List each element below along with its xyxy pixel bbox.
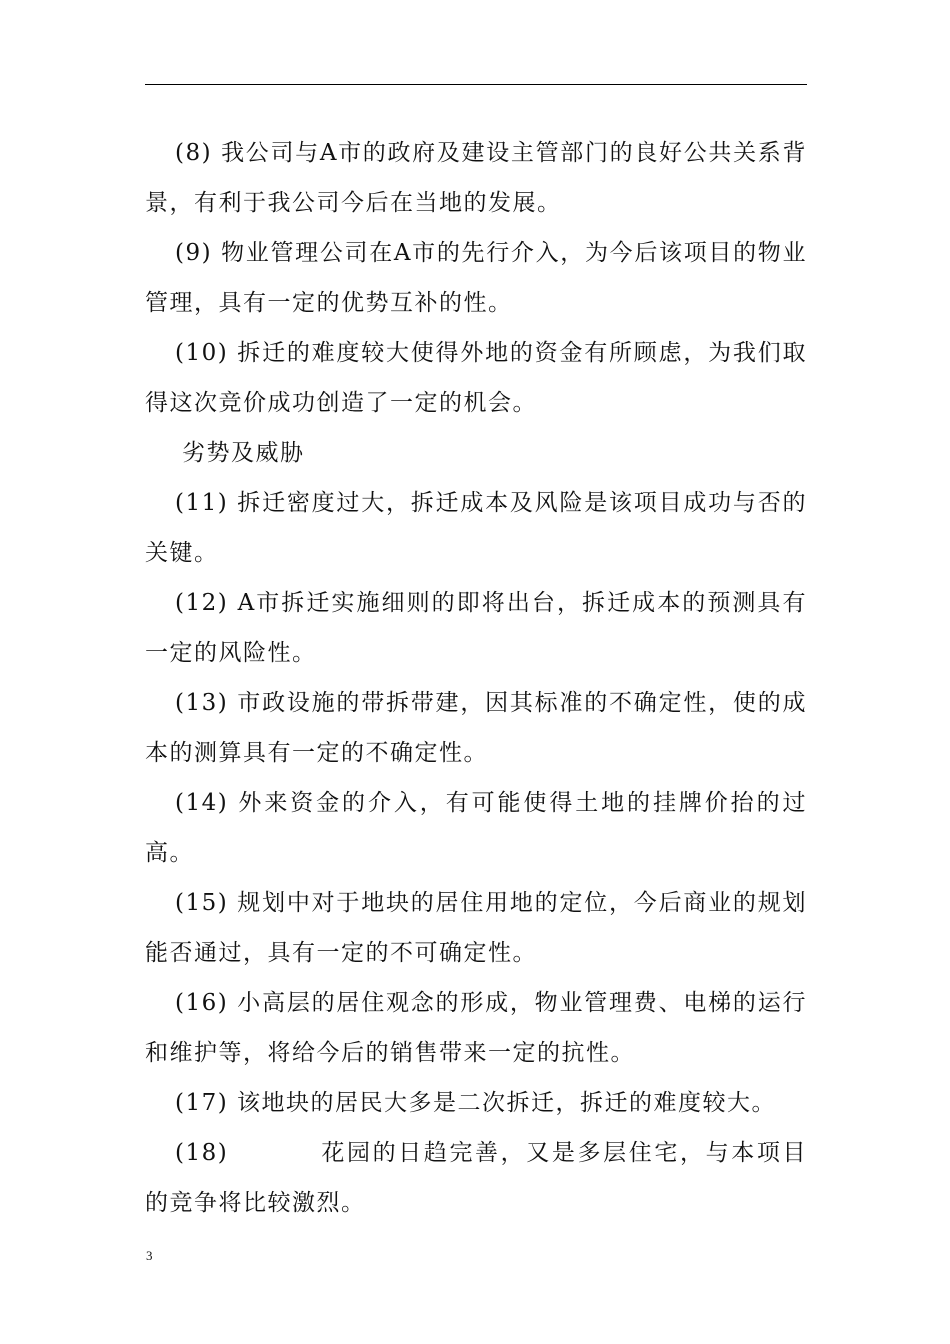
paragraph-17: (17) 该地块的居民大多是二次拆迁，拆迁的难度较大。 <box>175 1090 777 1116</box>
paragraph-12: (12) A市拆迁实施细则的即将出台，拆迁成本的预测具有一定的风险性。 <box>145 590 807 666</box>
paragraph-11: (11) 拆迁密度过大，拆迁成本及风险是该项目成功与否的关键。 <box>145 490 807 566</box>
paragraph-8: (8) 我公司与A市的政府及建设主管部门的良好公共关系背景，有利于我公司今后在当地的发展。 <box>145 140 807 216</box>
paragraph-18-text: 花园的日趋完善，又是多层住宅，与本项目的竞争将比较激烈。 <box>145 1140 807 1216</box>
paragraph-18-number: (18) <box>175 1140 229 1166</box>
paragraph-14: (14) 外来资金的介入，有可能使得土地的挂牌价抬的过高。 <box>145 790 807 866</box>
paragraph-13: (13) 市政设施的带拆带建，因其标准的不确定性，使的成本的测算具有一定的不确定性。 <box>145 690 807 766</box>
paragraph-15: (15) 规划中对于地块的居住用地的定位，今后商业的规划能否通过，具有一定的不可确定性。 <box>145 890 807 966</box>
paragraph-10: (10) 拆迁的难度较大使得外地的资金有所顾虑，为我们取得这次竞价成功创造了一定的机会。 <box>145 340 807 416</box>
page-number: 3 <box>146 1248 153 1263</box>
document-body <box>145 128 807 1228</box>
section-heading: 劣势及威胁 <box>182 440 305 466</box>
paragraph-9: (9) 物业管理公司在A市的先行介入，为今后该项目的物业管理，具有一定的优势互补的性。 <box>145 240 807 316</box>
paragraph-16: (16) 小高层的居住观念的形成，物业管理费、电梯的运行和维护等，将给今后的销售带来一定的抗性。 <box>145 990 807 1066</box>
header-rule <box>145 84 807 85</box>
paragraph-18 <box>145 1128 807 1228</box>
